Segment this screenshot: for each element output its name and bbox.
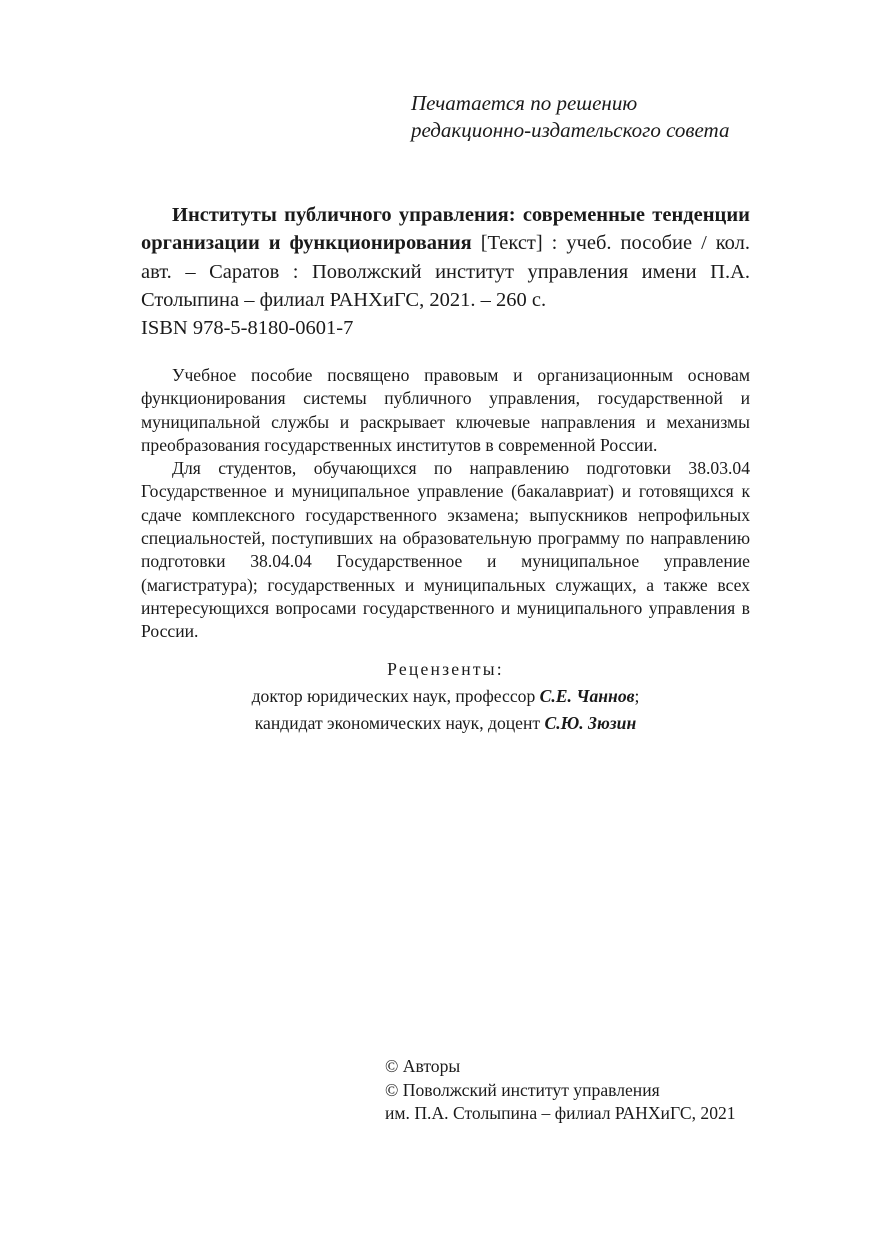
copyright-line-3: им. П.А. Столыпина – филиал РАНХиГС, 2021 bbox=[385, 1103, 736, 1123]
imprint-line-1: Печатается по решению bbox=[411, 91, 638, 115]
abstract bbox=[141, 364, 750, 644]
reviewer-1 bbox=[141, 683, 750, 710]
reviewers-heading: Рецензенты: bbox=[387, 659, 504, 679]
copyright-block bbox=[385, 1055, 736, 1126]
book-title: Институты публичного управления: современные тенденции организации и функционирования bbox=[141, 204, 750, 255]
reviewer-2-name: С.Ю. Зюзин bbox=[544, 713, 637, 733]
copyright-line-1: © Авторы bbox=[385, 1056, 461, 1076]
imprint-line-2: редакционно-издательского совета bbox=[411, 118, 730, 142]
abstract-paragraph-2: Для студентов, обучающихся по направлению подготовки 38.03.04 Государственное и муниципальное управление (бакалавриат) и готовящихся к сдаче комплексного государственного экзамена; выпускников непрофильных специальностей, поступивших на образовательную программу по направлению подготовки 38.04.04 Государственное и муниципальное управление (магистратура); государственных и муниципальных служащих, а также всех интересующихся вопросами государственного и муниципального управления в России. bbox=[141, 458, 750, 642]
reviewers-block bbox=[141, 656, 750, 737]
reviewer-1-title: доктор юридических наук, профессор bbox=[251, 686, 540, 706]
reviewer-2-title: кандидат экономических наук, доцент bbox=[254, 713, 545, 733]
bibliographic-details: [Текст] : учеб. пособие / кол. авт. – Саратов : Поволжский институт управления имени П.А. Столыпина – филиал РАНХиГС, 2021. – 260 с. bbox=[141, 232, 750, 312]
isbn: ISBN 978-5-8180-0601-7 bbox=[141, 317, 354, 339]
bibliographic-record bbox=[141, 201, 750, 315]
abstract-paragraph-1: Учебное пособие посвящено правовым и организационным основам функционирования системы публичного управления, государственной и муниципальной службы и раскрывает ключевые направления и механизмы преобразования государственных институтов в современной России. bbox=[141, 365, 750, 455]
reviewer-1-suffix: ; bbox=[634, 686, 640, 706]
reviewer-1-name: С.Е. Чаннов bbox=[539, 686, 635, 706]
reviewer-2 bbox=[141, 710, 750, 737]
copyright-line-2: © Поволжский институт управления bbox=[385, 1079, 660, 1100]
imprint-note bbox=[411, 90, 729, 144]
